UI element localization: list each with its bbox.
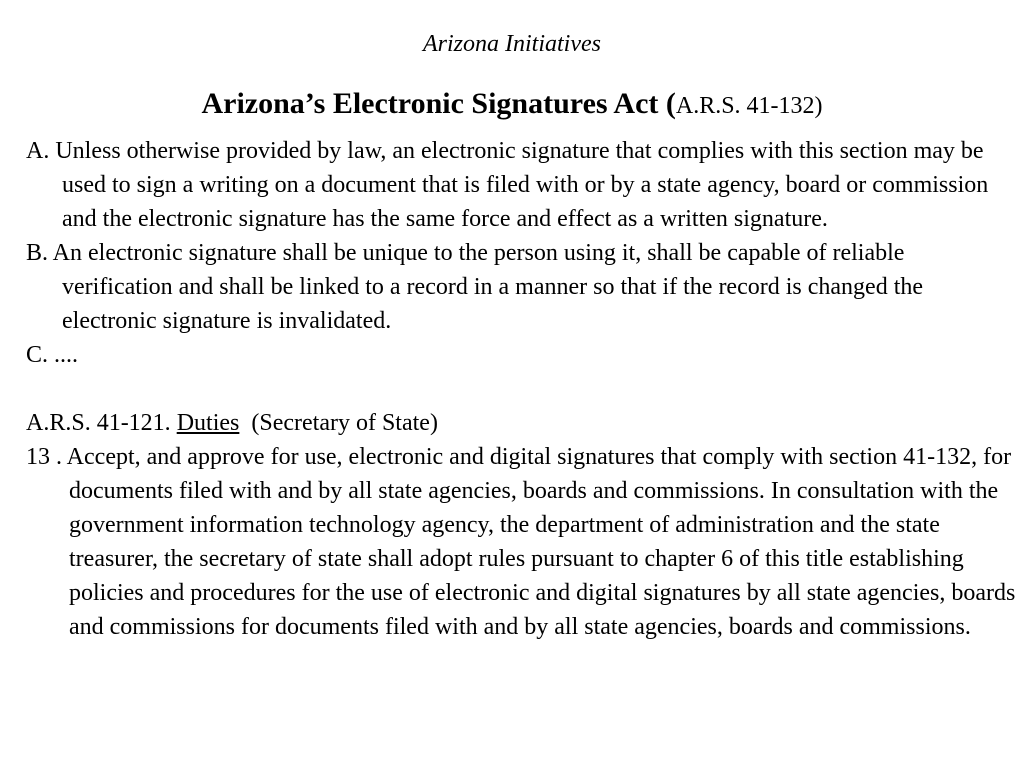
paragraph-a: A. Unless otherwise provided by law, an electronic signature that complies with this section may be used to sign a writing on a document that is filed with or by a state agency, board or commission and the electronic signature has the same force and effect as a written signature. <box>26 138 989 232</box>
slide-title <box>0 84 1024 126</box>
statute-duties: Duties <box>176 410 240 436</box>
paragraph-c: C. .... <box>26 342 79 368</box>
statute-suffix: (Secretary of State) <box>251 410 438 436</box>
item-13: 13 . Accept, and approve for use, electronic and digital signatures that comply with section 41-132, for documents filed with and by all state agencies, boards and commissions. In consultation with the government information technology agency, the department of administration and the state treasurer, the secretary of state shall adopt rules pursuant to chapter 6 of this title establishing policies and procedures for the use of electronic and digital signatures by all state agencies, boards and commissions for documents filed with and by all state agencies, boards and commissions. <box>26 444 1016 640</box>
paragraph-b: B. An electronic signature shall be unique to the person using it, shall be capable of reliable verification and shall be linked to a record in a manner so that if the record is changed the electronic signature is invalidated. <box>26 240 924 334</box>
slide-header: Arizona Initiatives <box>423 31 601 57</box>
title-main: Arizona’s Electronic Signatures Act ( <box>201 87 676 120</box>
statute-prefix: A.R.S. 41-121. <box>26 410 171 436</box>
title-citation: A.R.S. 41-132) <box>675 93 823 119</box>
body-text <box>26 134 1016 644</box>
spacer <box>26 372 1016 406</box>
statute-heading <box>26 406 1016 440</box>
